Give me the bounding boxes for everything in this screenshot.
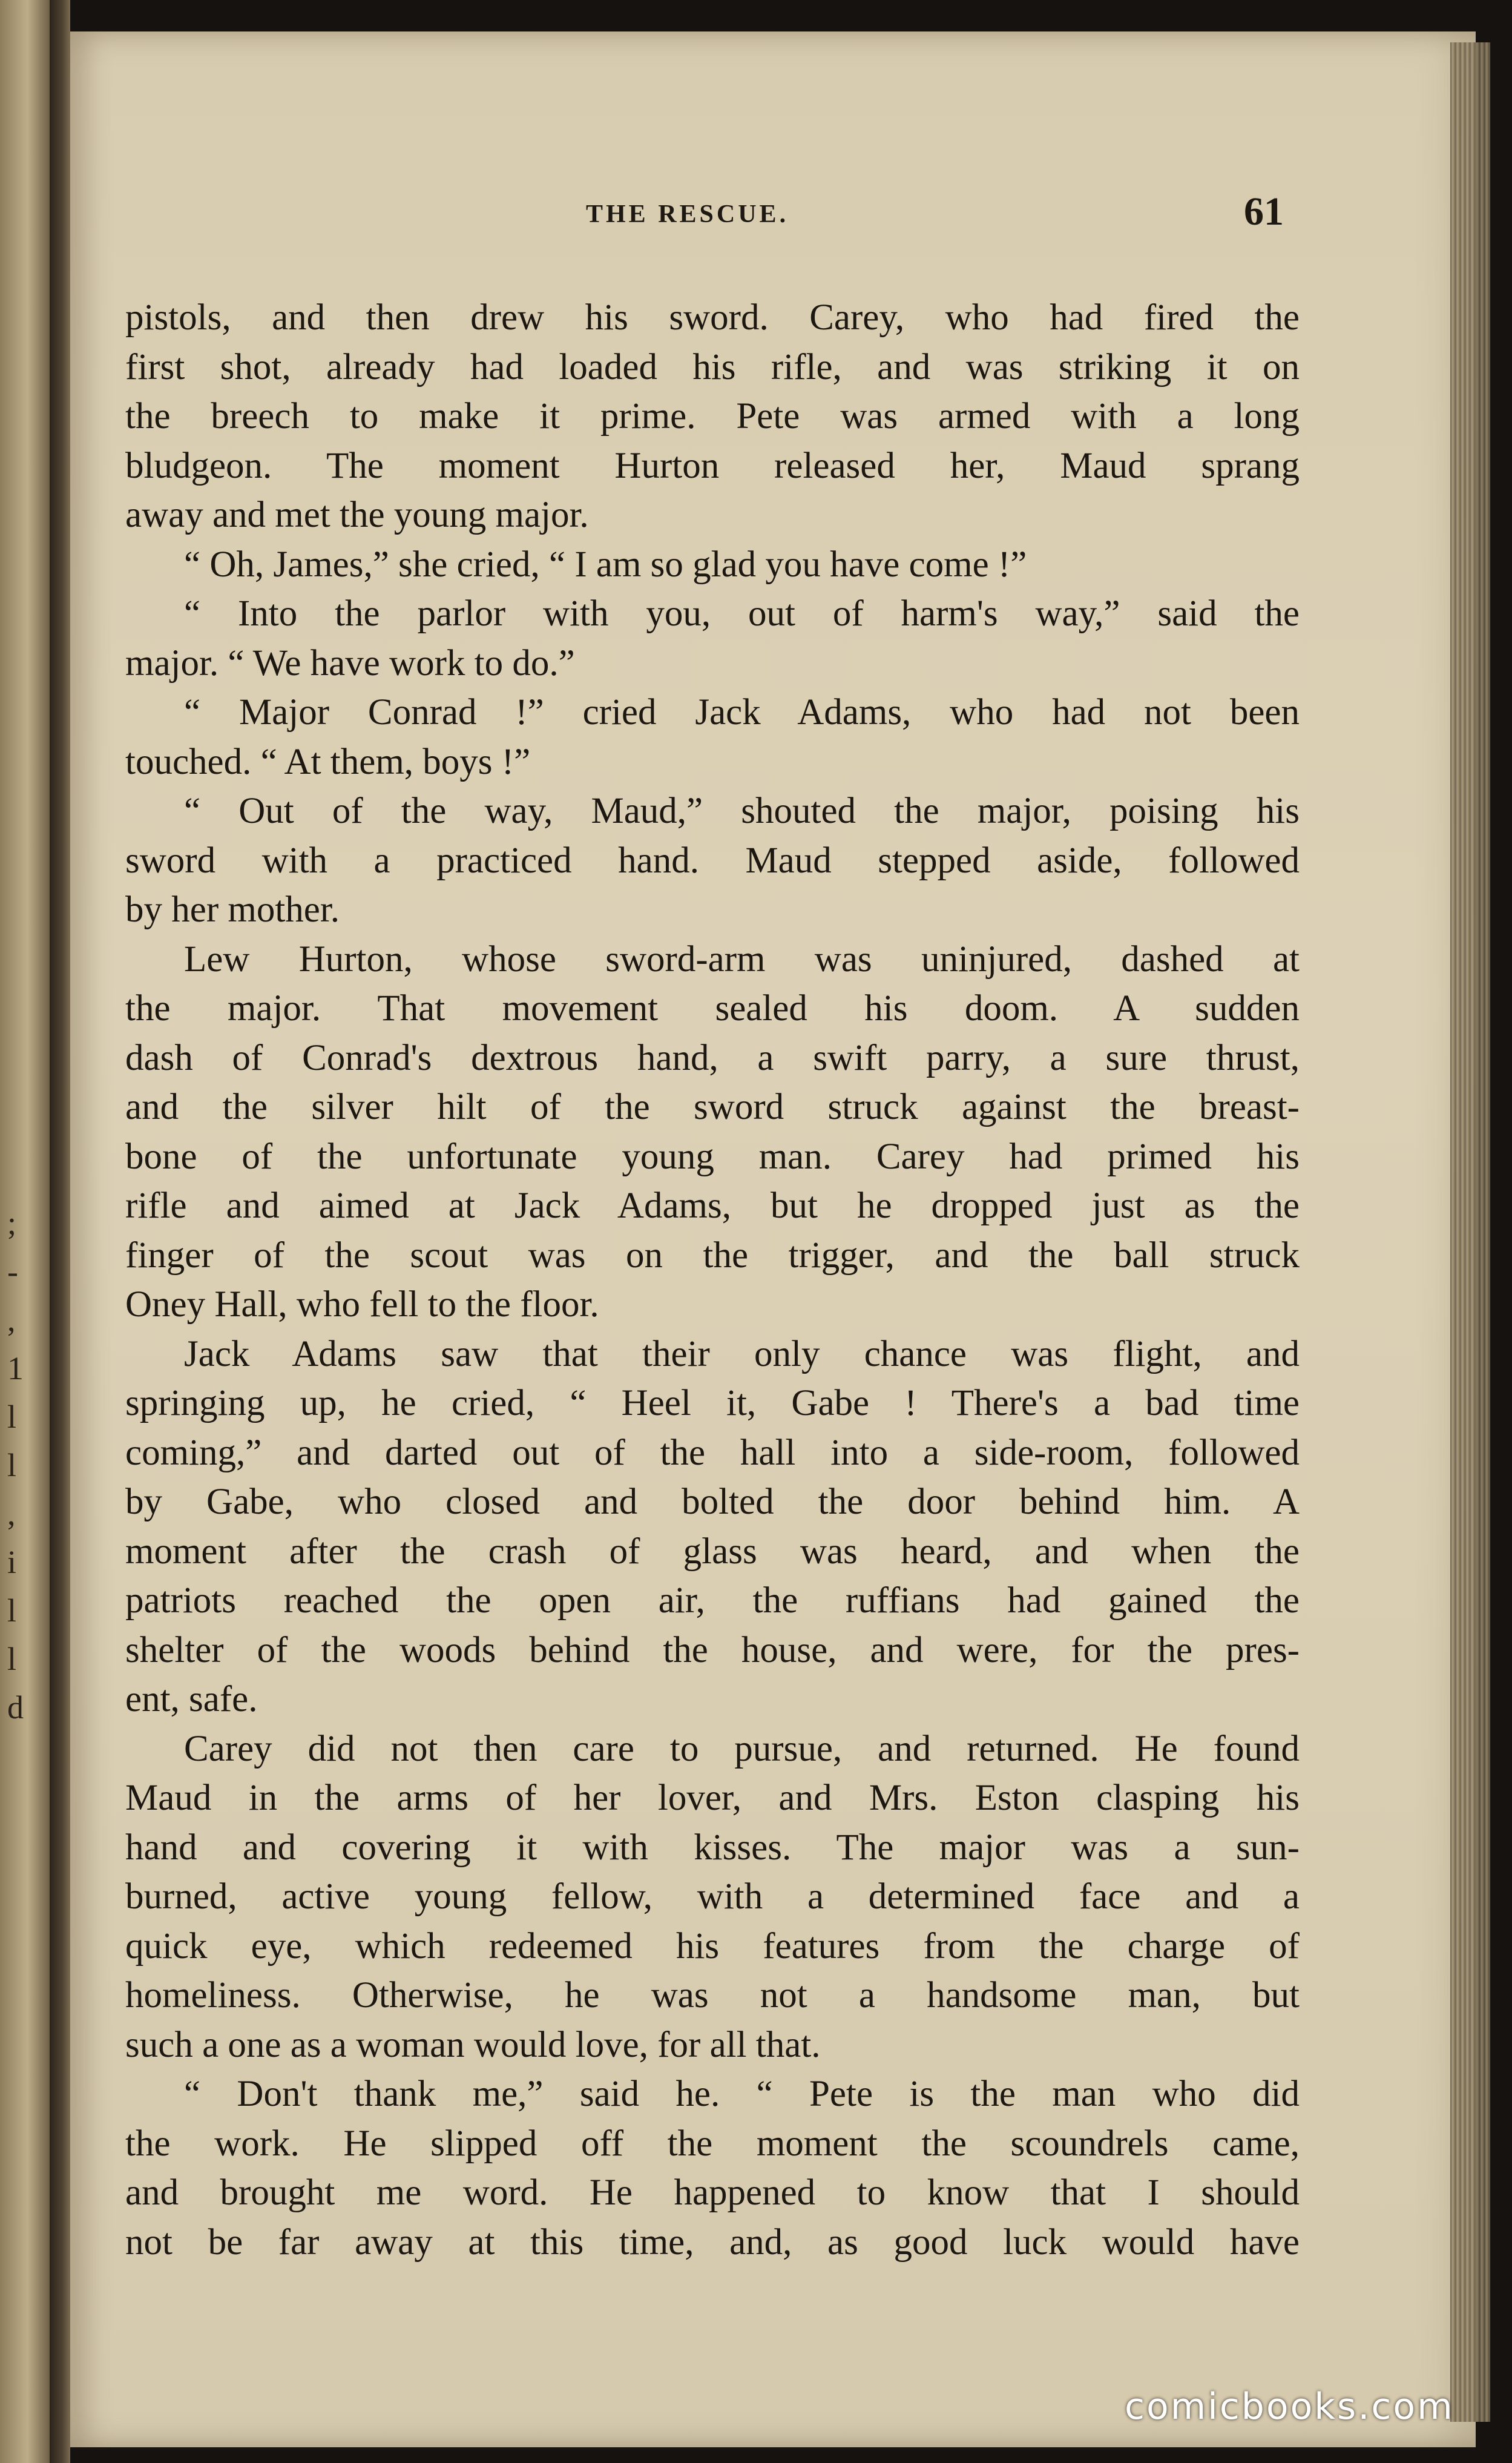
facing-page-text-fragments: ; - , 1 l l , i l l d bbox=[7, 1205, 24, 1726]
text-line: springing up, he cried, “ Heel it, Gabe ! There's a bad time bbox=[125, 1383, 1300, 1423]
text-line: “ Into the parlor with you, out of harm's way,” said the bbox=[184, 593, 1300, 634]
text-line: “ Major Conrad !” cried Jack Adams, who had not been bbox=[184, 692, 1300, 733]
text-line: moment after the crash of glass was heard, and when the bbox=[125, 1531, 1300, 1572]
page-number: 61 bbox=[1244, 190, 1284, 234]
text-line: coming,” and darted out of the hall into a side-room, followed bbox=[125, 1432, 1300, 1473]
text-line: Jack Adams saw that their only chance was flight, and bbox=[184, 1333, 1300, 1374]
watermark: comicbooks.com bbox=[1125, 2386, 1454, 2428]
text-line: patriots reached the open air, the ruffians had gained the bbox=[125, 1580, 1300, 1621]
text-line: bone of the unfortunate young man. Carey had primed his bbox=[125, 1136, 1300, 1177]
text-line: away and met the young major. bbox=[125, 495, 589, 535]
text-line: Lew Hurton, whose sword-arm was uninjured, dashed at bbox=[184, 938, 1300, 980]
text-line: bludgeon. The moment Hurton released her, Maud sprang bbox=[125, 445, 1300, 486]
text-line: “ Don't thank me,” said he. “ Pete is the man who did bbox=[184, 2074, 1300, 2114]
text-line: finger of the scout was on the trigger, and the ball struck bbox=[125, 1235, 1300, 1276]
text-line: ent, safe. bbox=[125, 1679, 258, 1719]
text-line: major. “ We have work to do.” bbox=[125, 642, 575, 684]
text-line: sword with a practiced hand. Maud stepped aside, followed bbox=[125, 840, 1300, 881]
text-line: “ Out of the way, Maud,” shouted the major, poising his bbox=[184, 791, 1300, 831]
text-line: Oney Hall, who fell to the floor. bbox=[125, 1284, 599, 1325]
text-line: not be far away at this time, and, as good luck would have bbox=[125, 2221, 1300, 2263]
text-line: first shot, already had loaded his rifle, and was striking it on bbox=[125, 346, 1300, 387]
text-line: by Gabe, who closed and bolted the door behind him. A bbox=[125, 1482, 1300, 1522]
text-line: by her mother. bbox=[125, 889, 340, 930]
text-line: the breech to make it prime. Pete was armed with a long bbox=[125, 396, 1300, 437]
text-line: hand and covering it with kisses. The major was a sun- bbox=[125, 1827, 1300, 1868]
text-line: Carey did not then care to pursue, and returned. He found bbox=[184, 1728, 1300, 1769]
text-line: shelter of the woods behind the house, and were, for the pres- bbox=[125, 1629, 1300, 1670]
running-head: THE RESCUE. bbox=[586, 200, 789, 228]
text-line: the major. That movement sealed his doom. A sudden bbox=[125, 988, 1300, 1029]
text-line: Maud in the arms of her lover, and Mrs. Eston clasping his bbox=[125, 1778, 1300, 1818]
text-line: touched. “ At them, boys !” bbox=[125, 741, 531, 782]
text-line: quick eye, which redeemed his features from the charge of bbox=[125, 1925, 1300, 1967]
text-line: the work. He slipped off the moment the scoundrels came, bbox=[125, 2123, 1300, 2164]
book-gutter bbox=[50, 0, 70, 2463]
text-line: and the silver hilt of the sword struck against the breast- bbox=[125, 1087, 1300, 1127]
text-line: burned, active young fellow, with a determined face and a bbox=[125, 1876, 1300, 1917]
text-line: pistols, and then drew his sword. Carey, who had fired the bbox=[125, 297, 1300, 338]
text-line: such a one as a woman would love, for all that. bbox=[125, 2024, 821, 2065]
page-stack-edge bbox=[1450, 42, 1490, 2422]
text-line: “ Oh, James,” she cried, “ I am so glad you have come !” bbox=[184, 544, 1027, 585]
text-line: and brought me word. He happened to know that I should bbox=[125, 2172, 1300, 2213]
text-line: dash of Conrad's dextrous hand, a swift parry, a sure thrust, bbox=[125, 1037, 1300, 1078]
text-line: homeliness. Otherwise, he was not a handsome man, but bbox=[125, 1975, 1300, 2016]
text-line: rifle and aimed at Jack Adams, but he dropped just as the bbox=[125, 1185, 1300, 1226]
